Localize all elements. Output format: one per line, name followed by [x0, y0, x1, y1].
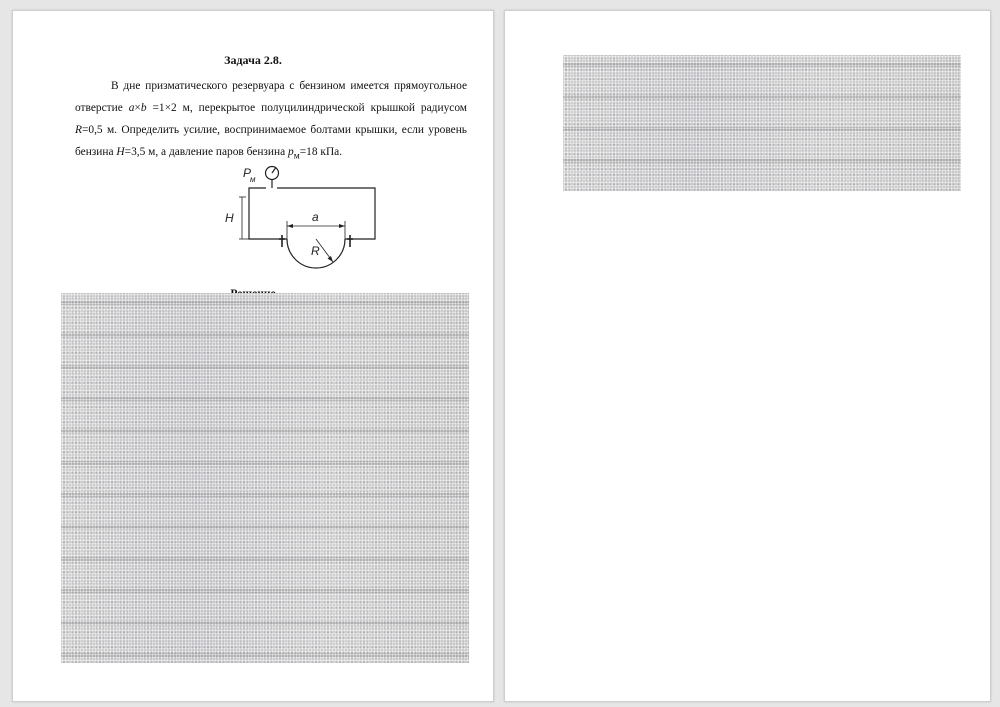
label-r: R [311, 244, 320, 258]
times-sign: × [134, 102, 141, 114]
var-h: H [116, 146, 125, 158]
tank-left-wall [249, 188, 287, 239]
label-a: a [312, 210, 319, 224]
obscured-solution-continuation [563, 55, 961, 191]
var-p-sub: м [293, 151, 300, 162]
tank-top-wall [277, 188, 375, 239]
var-r: R [75, 124, 82, 136]
obscured-solution-text [61, 293, 469, 663]
var-b: b [140, 102, 147, 114]
problem-title: Задача 2.8. [224, 53, 282, 67]
label-p-sub: м [250, 175, 256, 184]
problem-text-2: =1×2 м, перекрытое полуцилиндрической крышкой радиусом [146, 102, 468, 114]
tank-diagram [209, 157, 379, 285]
document-page-2 [504, 10, 991, 702]
problem-text-5: =18 кПа. [299, 146, 343, 158]
problem-statement [75, 75, 467, 167]
problem-text-1: В дне призматического резервуара с бензином имеется прямоугольное отверстие [75, 80, 467, 114]
var-p: p [288, 146, 294, 158]
var-a: a [128, 102, 135, 114]
label-h: H [225, 211, 234, 225]
problem-text-3: =0,5 м. Определить усилие, воспринимаемое болтами крышки, если уровень бензина [75, 124, 467, 158]
label-p: P [243, 166, 252, 180]
document-page-1 [12, 10, 494, 702]
problem-text-4: =3,5 м, а давление паров бензина [124, 146, 289, 158]
